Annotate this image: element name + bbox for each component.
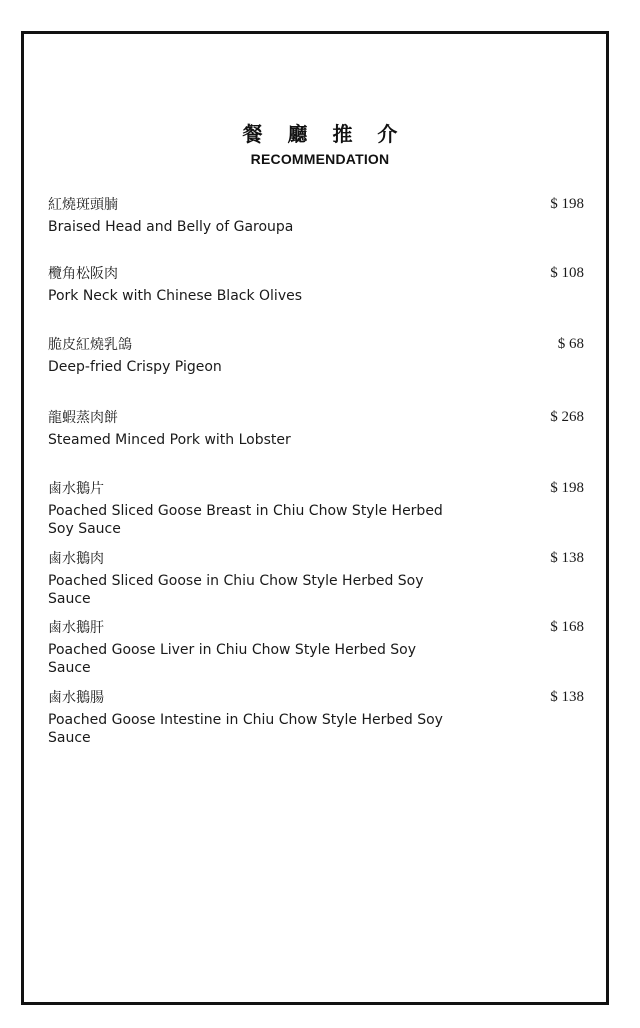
menu-item-price: $ 198 xyxy=(550,196,584,212)
menu-item-name-english: Deep-fried Crispy Pigeon xyxy=(48,359,222,375)
menu-item-price: $ 68 xyxy=(557,336,584,352)
menu-item-name-english: Poached Goose Liver in Chiu Chow Style Herbed Soy Sauce xyxy=(48,642,417,676)
menu-item-price: $ 198 xyxy=(550,480,584,496)
menu-item-name-chinese: 龍蝦蒸肉餅 xyxy=(48,410,118,426)
menu-item xyxy=(48,549,588,608)
menu-item-name-english: Braised Head and Belly of Garoupa xyxy=(48,219,294,235)
menu-item xyxy=(48,688,588,747)
menu-item xyxy=(48,408,588,449)
menu-item-name-english: Poached Sliced Goose in Chiu Chow Style Herbed Soy Sauce xyxy=(48,573,424,607)
menu-item-name-chinese: 脆皮紅燒乳鴿 xyxy=(48,337,132,353)
menu-item-name-english: Poached Goose Intestine in Chiu Chow Style Herbed Soy Sauce xyxy=(48,712,443,746)
page-title-chinese: 餐 廳 推 介 xyxy=(242,122,407,146)
menu-item-name-chinese: 欖角松阪肉 xyxy=(48,266,118,282)
menu-item-name-english: Pork Neck with Chinese Black Olives xyxy=(48,288,303,304)
menu-item xyxy=(48,335,588,376)
menu-item-price: $ 108 xyxy=(550,265,584,281)
menu-item-name-chinese: 鹵水鵝肉 xyxy=(48,551,104,567)
menu-item-name-chinese: 鹵水鵝片 xyxy=(48,481,104,497)
menu-item-name-chinese: 鹵水鵝腸 xyxy=(48,690,104,706)
menu-item xyxy=(48,618,588,677)
menu-item-price: $ 138 xyxy=(550,689,584,705)
menu-item-name-english: Poached Sliced Goose Breast in Chiu Chow Style Herbed Soy Sauce xyxy=(48,503,443,537)
menu-item xyxy=(48,195,588,236)
menu-item xyxy=(48,479,588,538)
menu-item-price: $ 138 xyxy=(550,550,584,566)
page-title-english: RECOMMENDATION xyxy=(250,151,390,167)
menu-item-price: $ 268 xyxy=(550,409,584,425)
menu-item-price: $ 168 xyxy=(550,619,584,635)
menu-item xyxy=(48,264,588,305)
menu-item-name-chinese: 鹵水鵝肝 xyxy=(48,620,104,636)
menu-item-name-chinese: 紅燒斑頭腩 xyxy=(48,197,118,213)
menu-item-name-english: Steamed Minced Pork with Lobster xyxy=(48,432,291,448)
